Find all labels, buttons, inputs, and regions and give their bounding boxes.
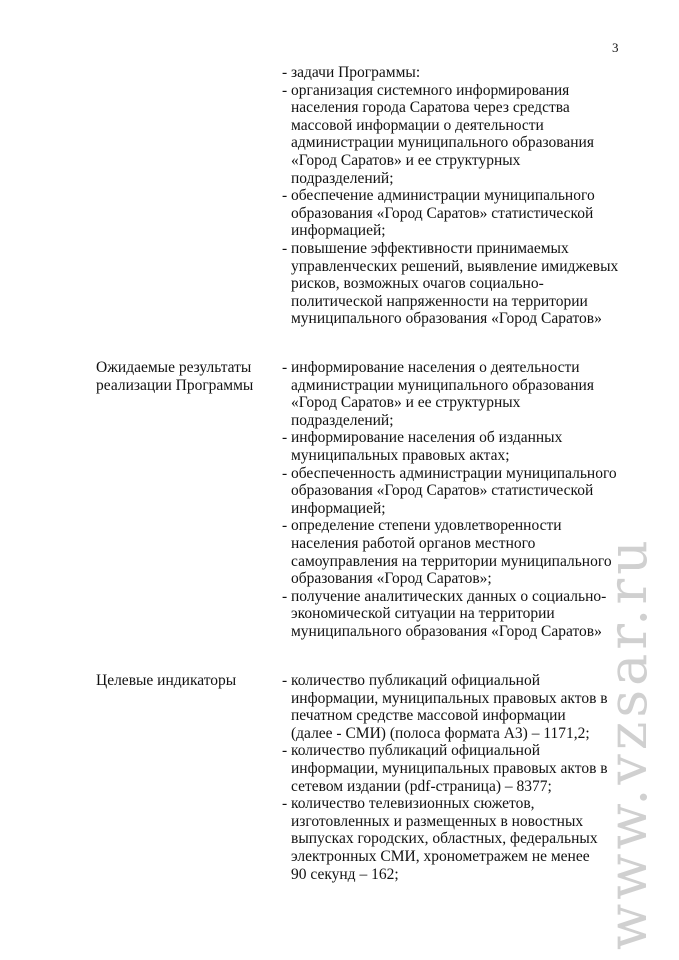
dash-marker: - (282, 81, 288, 99)
section-label: Целевые индикаторы (96, 672, 237, 689)
dash-marker: - (282, 742, 288, 760)
list-item (282, 429, 642, 464)
section-items (282, 64, 642, 328)
list-item (282, 517, 642, 587)
dash-marker: - (282, 587, 288, 605)
item-text: обеспеченность администрации муниципального образования «Город Саратов» статистической информацией; (291, 464, 617, 517)
list-item (282, 672, 642, 742)
dash-marker: - (282, 187, 288, 205)
item-text: информирование населения о деятельности администрации муниципального образования «Город Саратов» и ее структурных подразделений; (291, 359, 594, 429)
dash-marker: - (282, 795, 288, 813)
dash-marker: - (282, 517, 288, 535)
watermark: www.vzsar.ru (596, 536, 659, 950)
item-text: количество телевизионных сюжетов, изготовленных и размещенных в новостных выпусках городских, областных, федеральных электронных СМИ, хронометражем не менее 90 секунд – 162; (291, 795, 598, 883)
list-item (282, 742, 642, 795)
list-item (282, 64, 642, 82)
list-item (282, 82, 642, 188)
dash-marker: - (282, 429, 288, 447)
list-item (282, 465, 642, 518)
item-text: определение степени удовлетворенности населения работой органов местного самоуправления на территории муниципального образования «Город Саратов»; (291, 517, 612, 588)
item-text: обеспечение администрации муниципального образования «Город Саратов» статистической информацией; (291, 187, 595, 240)
dash-marker: - (282, 464, 288, 482)
item-text: получение аналитических данных о социально- экономической ситуации на территории муниципального образования «Город Саратов» (291, 587, 607, 640)
dash-marker: - (282, 64, 288, 81)
item-text: информирование населения об изданных муниципальных правовых актах; (291, 429, 563, 464)
list-item (282, 588, 642, 641)
item-text: задачи Программы: (291, 64, 421, 81)
dash-marker: - (282, 672, 288, 689)
item-text: повышение эффективности принимаемых управленческих решений, выявление имиджевых рисков, возможных очагов социально- политической напряженности на территории муниципального образования «Город Саратов» (291, 239, 619, 328)
dash-marker: - (282, 359, 288, 376)
page-number: 3 (612, 40, 619, 55)
item-text: количество публикаций официальной информации, муниципальных правовых актов в печатном средстве массовой информации (далее - СМИ) (полоса формата А3) – 1171,2; (291, 672, 608, 742)
list-item (282, 187, 642, 240)
section-items (282, 672, 642, 883)
list-item (282, 240, 642, 328)
item-text: организация системного информирования населения города Саратова через средства массовой информации о деятельности администрации муниципального образования «Город Саратов» и ее структурных подразделений; (291, 81, 594, 187)
list-item (282, 359, 642, 429)
list-item (282, 795, 642, 883)
section-label: Ожидаемые результаты реализации Программы (96, 359, 254, 394)
dash-marker: - (282, 239, 288, 257)
item-text: количество публикаций официальной информации, муниципальных правовых актов в сетевом издании (pdf-страница) – 8377; (291, 742, 608, 795)
section-items (282, 359, 642, 641)
